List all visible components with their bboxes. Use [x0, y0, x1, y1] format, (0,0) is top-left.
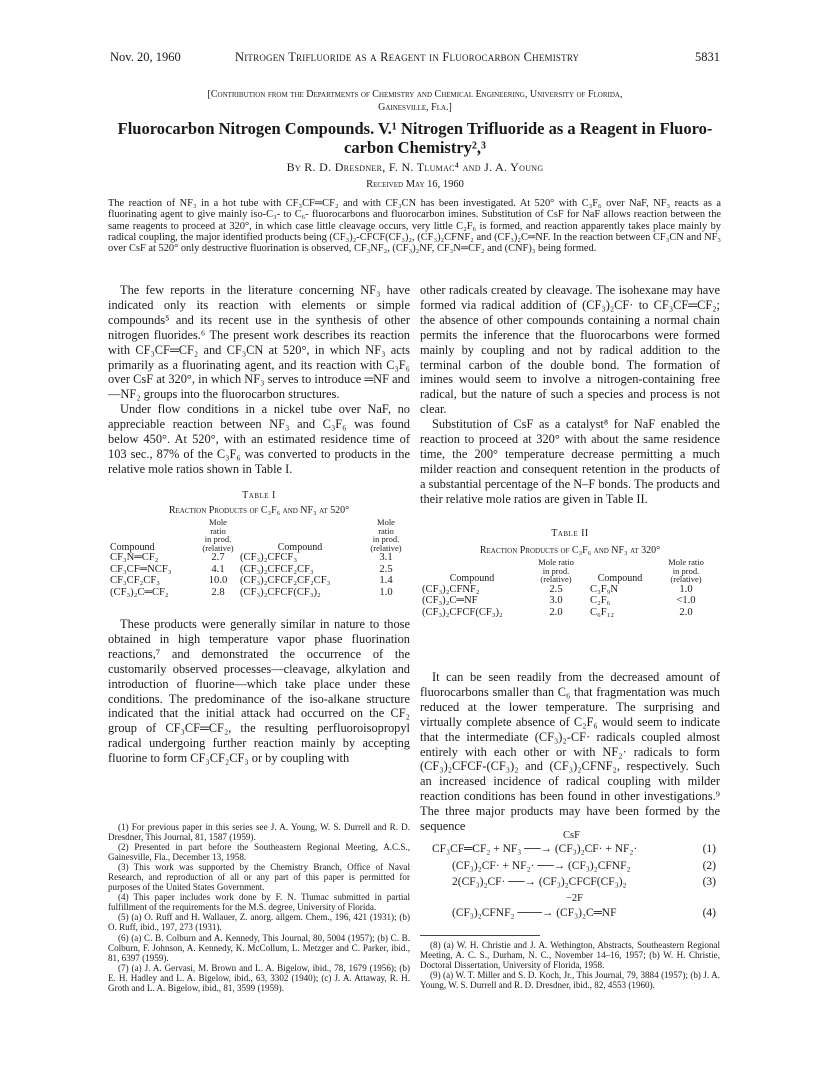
right-paragraph-2: Substitution of CsF as a catalyst⁸ for NaF enabled the reaction to proceed at 320° with about the same residence time, the 200° temperature decrease permitting a much milder reaction and consequent retention in the products of a substantial percentage of the N–F bonds. The products and their relative mole ratios are given in Table II.: [420, 417, 720, 506]
title-line-2: carbon Chemistry²,³: [344, 138, 486, 157]
reaction-equations: [420, 830, 720, 925]
equation-4-text: (CF₃)₂CFNF₂ ───→ (CF₃)₂C═NF: [452, 907, 617, 919]
table-2-label: Table II: [551, 528, 589, 539]
table-1-header-ratio-a: Mole ratio in prod. (relative): [202, 517, 234, 553]
equation-2-text: (CF₃)₂CF· + NF₂· ──→ (CF₃)₂CFNF₂: [452, 860, 631, 872]
equation-1-text: CF₃CF═CF₂ + NF₃ ──→ (CF₃)₂CF· + NF₂·: [432, 843, 638, 855]
footnote-divider: [420, 935, 540, 936]
table-row: CF₃CF₂CF₃ 10.0 (CF₃)₂CFCF₂CF₂CF₃ 1.4: [110, 575, 393, 586]
footnote: (2) Presented in part before the Southeastern Regional Meeting, A.C.S., Gainesville, Fla., December 13, 1958.: [108, 842, 410, 863]
contribution-line-1: [Contribution from the Departments of Chemistry and Chemical Engineering, University of Florida,: [207, 89, 623, 100]
table-row: CF₃CF═NCF₃ 4.1 (CF₃)₂CFCF₂CF₃ 2.5: [110, 563, 393, 575]
table-2-caption: Reaction Products of C₃F₆ and NF₃ at 320°: [479, 545, 661, 556]
table-2-header-ratio-a: Mole ratio in prod. (relative): [538, 557, 574, 584]
table-1-header-compound-b: Compound: [277, 541, 323, 553]
header-running-title: Nitrogen Trifluoride as a Reagent in Fluorocarbon Chemistry: [235, 50, 580, 64]
footnote: (5) (a) O. Ruff and H. Wallauer, Z. anorg. allgem. Chem., 196, 421 (1931); (b) O. Ruff, ibid., 197, 273 (1931).: [108, 912, 410, 933]
left-column-top: [108, 283, 410, 477]
footnote: (1) For previous paper in this series see J. A. Young, W. S. Durrell and R. D. Dresdner, This Journal, 81, 1587 (1959).: [108, 822, 410, 843]
footnote: (9) (a) W. T. Miller and S. D. Koch, Jr., This Journal, 79, 3884 (1957); (b) J. A. Young, W. S. Durrell and R. D. Dresdner, ibid., 82, 4553 (1960).: [420, 970, 720, 991]
right-paragraph-3: It can be seen readily from the decreased amount of fluorocarbons smaller than C₆ that fragmentation was much reduced at the lower temperature. The surprising and virtually complete absence of C₂F₆ would seem to indicate that the intermediate (CF₃)₂-CF· radicals coupled almost entirely with each other or with NF₂· radicals to form (CF₃)₂CFCF-(CF₃)₂ and (CF₃)₂CFNF₂, respectively. Such an increased incidence of radical coupling with milder reaction conditions has been found in other investigations.⁹ The three major products may have been formed by the sequence: [420, 670, 720, 834]
equation-1-number: (1): [702, 843, 716, 855]
footnote: (3) This work was supported by the Chemistry Branch, Office of Naval Research, and reproduction of all or any part of this paper is permitted for purposes of the United States Government.: [108, 862, 410, 893]
equation-3-number: (3): [702, 876, 716, 888]
authors: By R. D. Dresdner, F. N. Tlumac⁴ and J. A. Young: [286, 160, 544, 174]
footnotes-left: [108, 822, 410, 993]
contribution-line-2: Gainesville, Fla.]: [378, 102, 452, 113]
left-paragraph-2: Under flow conditions in a nickel tube over NaF, no appreciable reaction between NF₃ and C₃F₆ was found below 450°. At 520°, with an estimated residence time of 103 sec., 87% of the C₃F₆ was converted to products in the relative mole ratios shown in Table I.: [108, 402, 410, 476]
equation-2-number: (2): [702, 860, 716, 872]
paper-title: [110, 119, 720, 157]
right-paragraph-1: other radicals created by cleavage. The isohexane may have formed via radical addition of (CF₃)₂CF· to CF₃CF═CF₂; the absence of other compounds containing a normal chain permits the inference that the fluorocarbons were formed mainly by coupling and not by radical addition to the terminal carbon of the double bond. The formation of imines would seem to involve a nitrogen-containing free radical, but the nature of such a species and process is not clear.: [420, 283, 720, 417]
table-1-header-ratio-b: Mole ratio in prod. (relative): [370, 517, 402, 553]
table-2-header-compound-b: Compound: [597, 573, 643, 584]
table-2: [420, 528, 720, 618]
table-1-grid: [108, 518, 410, 598]
table-row: CF₃N═CF₂ 2.7 (CF₃)₂CFCF₃ 3.1: [110, 552, 393, 563]
table-1-caption: Reaction Products of C₃F₆ and NF₃ at 520°: [168, 505, 350, 516]
page-number: 5831: [695, 50, 720, 64]
table-2-header-ratio-b: Mole ratio in prod. (relative): [668, 557, 704, 584]
table-1-label: Table I: [242, 490, 276, 501]
footnote: (6) (a) C. B. Colburn and A. Kennedy, This Journal, 80, 5004 (1957); (b) C. B. Colburn, F. Johnson, A. Kennedy, K. McCollum, L. Metzger and C. Parker, ibid., 81, 6397 (1959).: [108, 932, 410, 963]
received-date: Received May 16, 1960: [366, 179, 464, 190]
running-header: [110, 50, 720, 70]
header-date: Nov. 20, 1960: [110, 50, 181, 64]
footnote: (8) (a) W. H. Christie and J. A. Wethington, Abstracts, Southeastern Regional Meeting, A. C. S., Durham, N. C., November 14–16, 1957; (b) W. H. Christie, Doctoral Dissertation, University of Florida, 1958.: [420, 940, 720, 971]
table-1-header-compound: Compound: [110, 541, 155, 553]
equation-1-condition: CsF: [563, 830, 580, 841]
footnote: (7) (a) J. A. Gervasi, M. Brown and L. A. Bigelow, ibid., 78, 1679 (1956); (b) E. H. Hadley and L. A. Bigelow, ibid., 63, 3302 (1940); (c) J. A. Attaway, R. H. Groth and L. A. Bigelow, ibid., 81, 3599 (1959).: [108, 962, 410, 993]
equation-3-text: 2(CF₃)₂CF· ──→ (CF₃)₂CFCF(CF₃)₂: [452, 876, 627, 888]
footnote: (4) This paper includes work done by F. N. Tlumac submitted in partial fulfillment of the requirements for the M.S. degree, University of Florida.: [108, 892, 410, 913]
left-paragraph-3: These products were generally similar in nature to those obtained in high temperature vapor phase fluorination reactions,⁷ and demonstrated the occurrence of the customarily observed processes—cleavage, alkylation and introduction of fluorine—which take place under these conditions. The predominance of the iso-alkane structure indicated that the initial attack had occurred on the CF₂ group of CF₃CF═CF₂, the resulting perfluoroisopropyl radical undergoing further reaction mainly by accepting fluorine to form CF₃CF₂CF₃ or by coupling with: [108, 617, 410, 766]
table-2-grid: [420, 558, 720, 618]
table-row: (CF₃)₂C═CF₂ 2.8 (CF₃)₂CFCF(CF₃)₂ 1.0: [110, 586, 393, 598]
title-line-1: Fluorocarbon Nitrogen Compounds. V.¹ Nitrogen Trifluoride as a Reagent in Fluoro-: [117, 119, 713, 138]
table-1: [108, 490, 410, 598]
table-row: (CF₃)₂C═NF 3.0 C₂F₆ <1.0: [422, 595, 696, 606]
equation-4-condition: −2F: [566, 893, 584, 904]
contribution-line: [110, 88, 720, 114]
left-column-middle: [108, 617, 410, 766]
right-column-top: [420, 283, 720, 507]
footnotes-right: [420, 940, 720, 990]
table-row: (CF₃)₂CFNF₂ 2.5 C₃F₉N 1.0: [422, 583, 693, 595]
right-column-middle: [420, 670, 720, 834]
left-paragraph-1: The few reports in the literature concerning NF₃ have indicated only its reaction with elements or simple compounds⁵ and its recent use in the synthesis of other nitrogen fluorides.⁶ The present work describes its reaction with CF₃CF═CF₂ and CF₃CN at 520°, in which NF₃ acts primarily as a fluorinating agent, and its reaction with C₃F₆ over CsF at 320°, in which NF₃ serves to introduce ═NF and —NF₂ groups into the fluorocarbon structures.: [108, 283, 410, 402]
table-row: (CF₃)₂CFCF(CF₃)₂ 2.0 C₆F₁₂ 2.0: [422, 606, 693, 618]
equation-4-number: (4): [702, 907, 716, 919]
table-2-header-compound: Compound: [449, 573, 495, 584]
abstract: The reaction of NF₃ in a hot tube with CF₃CF═CF₂ and with CF₃CN has been investigated. At 520° with C₃F₆ over NaF, NF₃ reacts as a fluorinating agent to give mainly iso-C₃- to C₆- fluorocarbons and fluorocarbon imines. Substitution of CsF for NaF allows reaction between the same reagents to proceed at 320°, in which case little cleavage occurs, very little C₂F₆ is formed, and reaction apparently takes place mainly by radical coupling, the major identified products being (CF₃)₂-CFCF(CF₃)₂, (CF₃)₂CFNF₂ and (CF₃)₂C═NF. In the reaction between CF₃CN and NF₃ over CsF at 520° only destructive fluorination is observed, CF₃NF₂, (CF₃)₂NF, CF₃N═CF₂ and (CNF)₃ being formed.: [108, 198, 721, 255]
